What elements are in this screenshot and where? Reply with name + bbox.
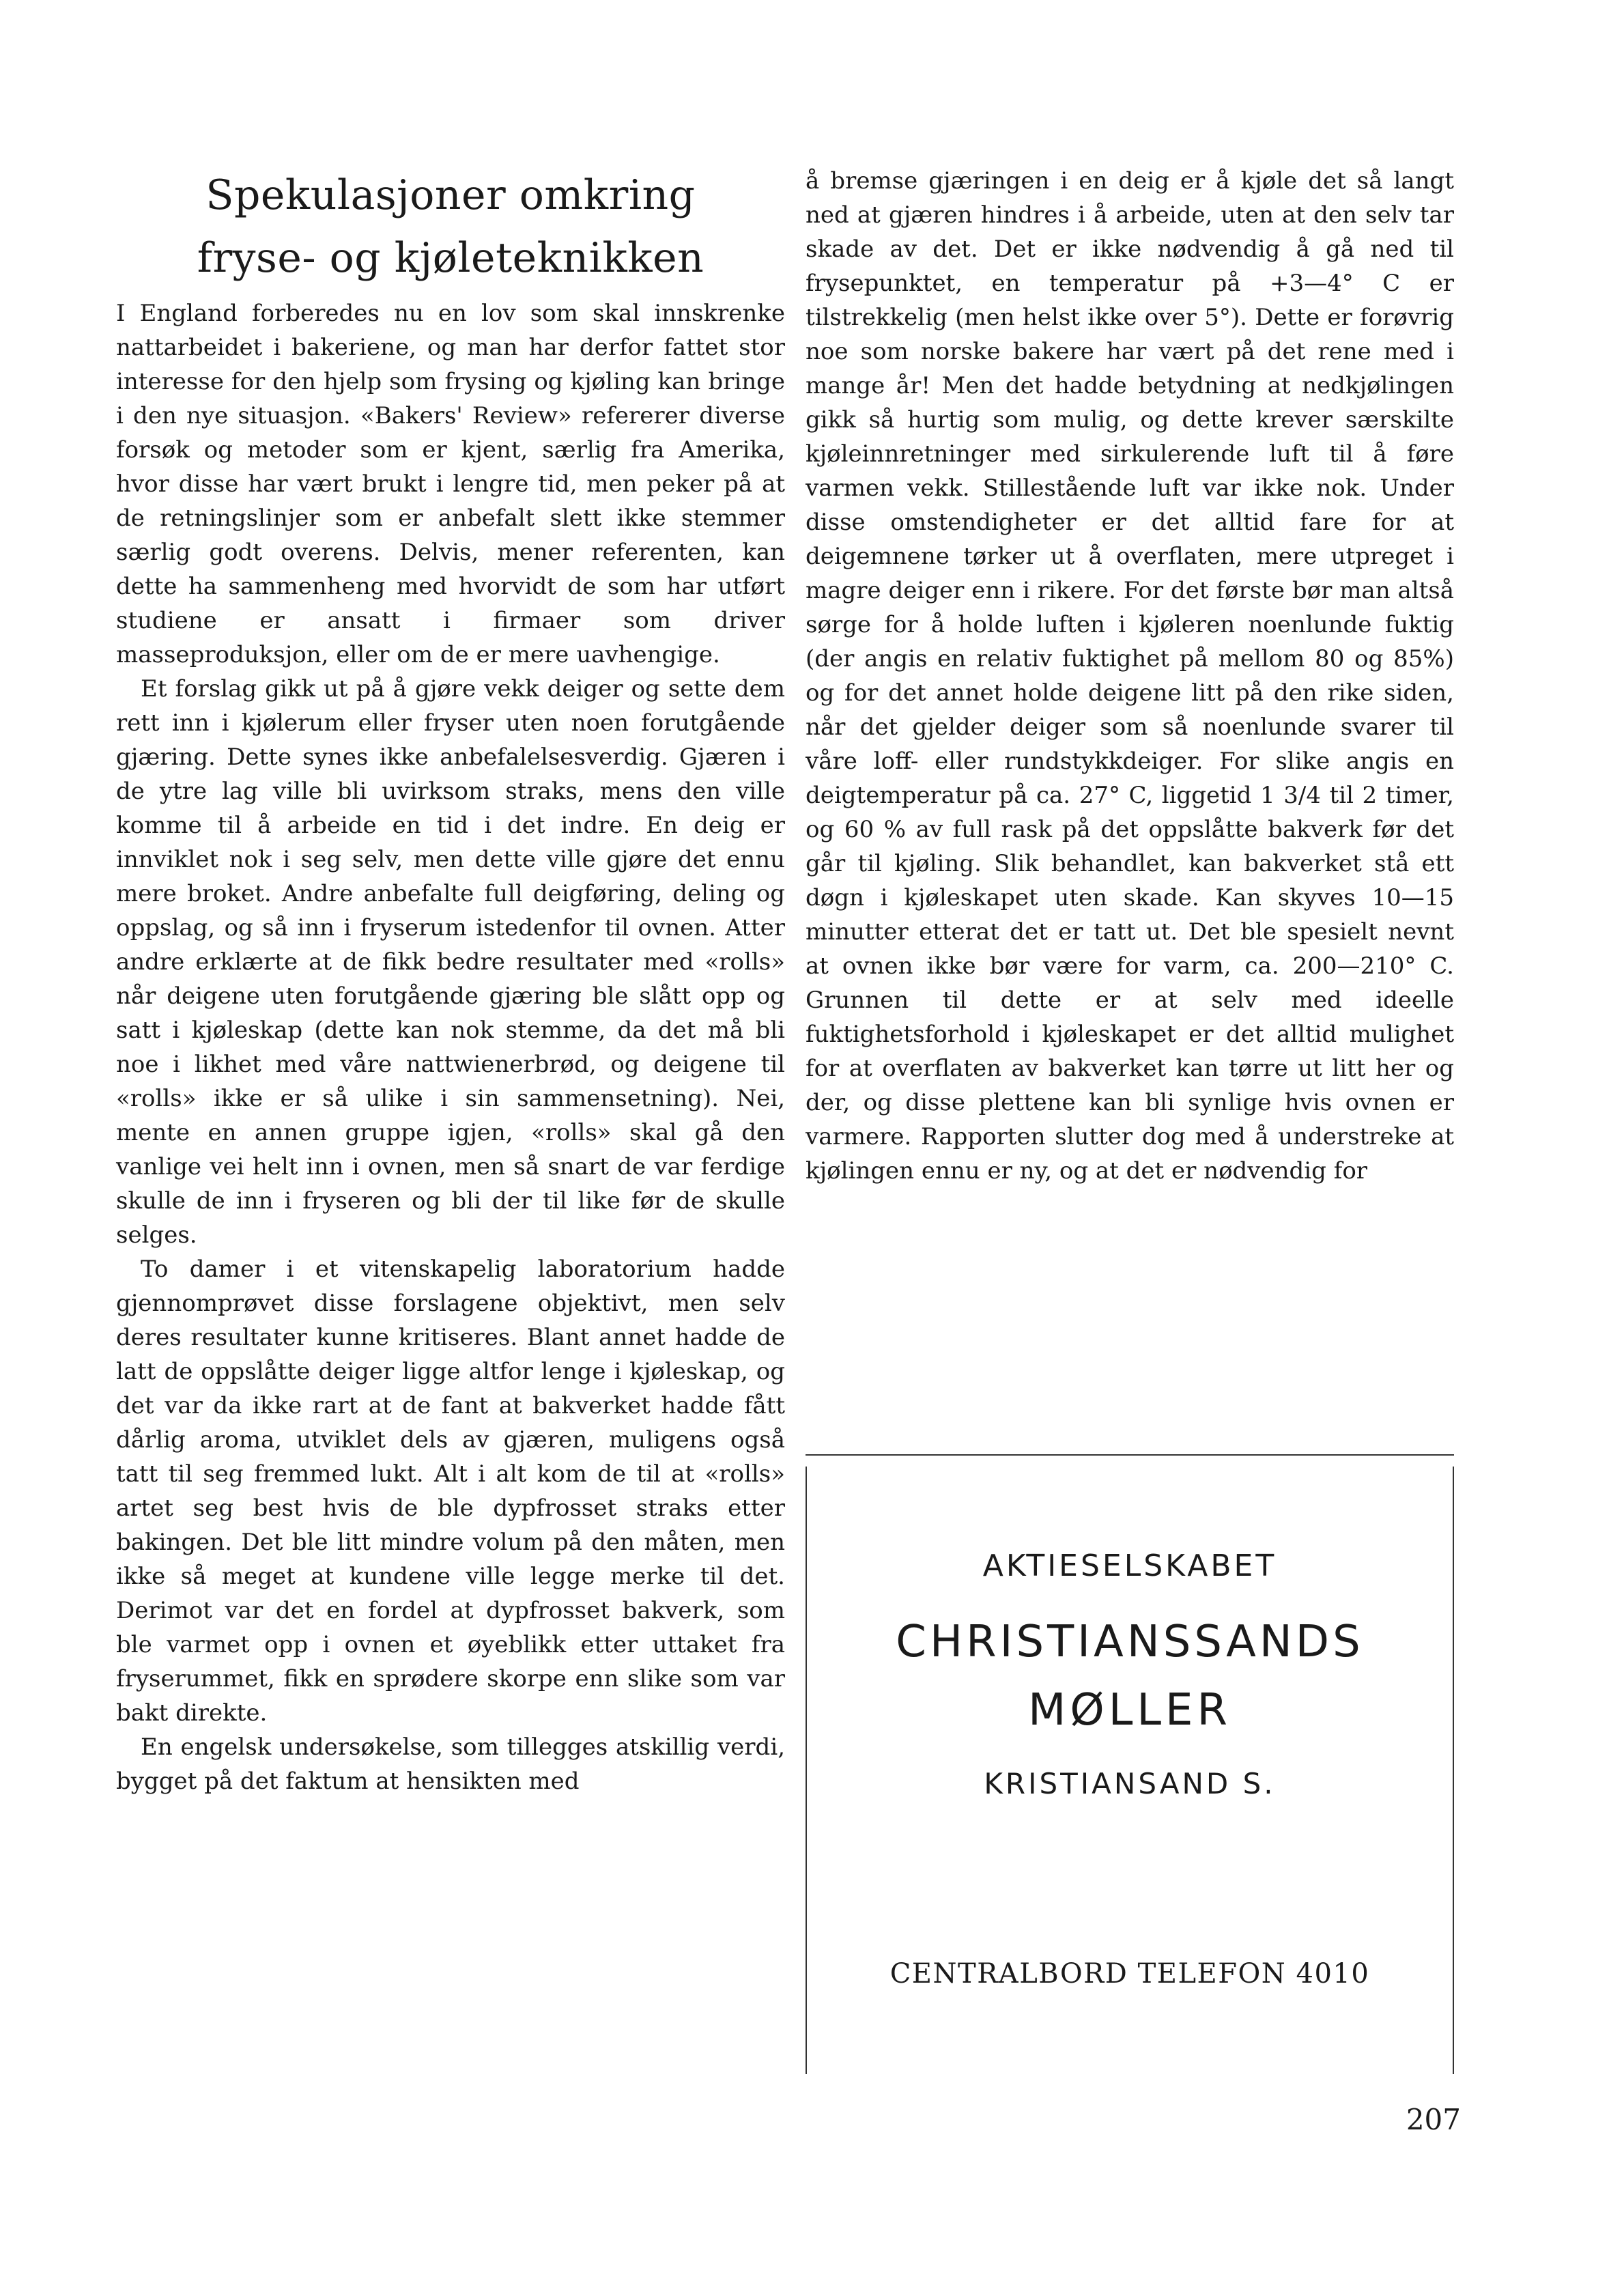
article-paragraph-continued: å bremse gjæringen i en deig er å kjøle det så langt ned at gjæren hindres i å arbeide, uten at den selv tar skade av det. Det er ikke nødvendig å gå ned til frysepunktet, en temperatur på +3—4° C er tilstrekkelig (men helst ikke over 5°). Dette er forøvrig noe som norske bakere har vært på det rene med i mange år! Men det hadde betydning at nedkjølingen gikk så hurtig som mulig, og dette krever særskilte kjøleinnretninger med sirkulerende luft til å føre varmen vekk. Stillestående luft var ikke nok. Under disse omstendigheter er det alltid fare for at deigemnene tørker ut å overflaten, mere utpreget i magre deiger enn i rikere. For det første bør man altså sørge for å holde luften i kjøleren noenlunde fuktig (der angis en relativ fuktighet på mellom 80 og 85%) og for det annet holde deigene litt på den rike siden, når det gjelder deiger som så noenlunde svarer til våre loff- eller rundstykkdeiger. For slike angis en deigtemperatur på ca. 27° C, liggetid 1 3/4 til 2 timer, og 60 % av full rask på det oppslåtte bakverk før det går til kjøling. Slik behandlet, kan bakverket stå ett døgn i kjøleskapet uten skade. Kan skyves 10—15 minutter etterat det er tatt ut. Det ble spesielt nevnt at ovnen ikke bør være for varm, ca. 200—210° C. Grunnen til dette er at selv med ideelle fuktighetsforhold i kjøleskapet er det alltid mulighet for at overflaten av bakverket kan tørre ut litt her og der, og disse plettene kan bli synlige hvis ovnen er varmere. Rapporten slutter dog med å understreke at kjølingen ennu er ny, og at det er nødvendig for: [806, 167, 1454, 1185]
article-title: [116, 164, 785, 289]
ad-company-type: AKTIESELSKABET: [982, 1548, 1277, 1583]
advertisement-top-rule: [806, 1454, 1454, 1456]
article-paragraph: To damer i et vitenskapelig laboratorium hadde gjennomprøvet disse forslagene objektivt, men selv deres resultater kunne kritiseres. Blant annet hadde de latt de oppslåtte deiger ligge altfor lenge i kjøleskap, og det var da ikke rart at de fant at bakverket hadde fått dårlig aroma, utviklet dels av gjæren, muligens også tatt til seg fremmed lukt. Alt i alt kom de til at «rolls» artet seg best hvis de ble dypfrosset straks etter bakingen. Det ble litt mindre volum på den måten, men ikke så meget at kundene ville legge merke til det. Derimot var det en fordel at dypfrosset bakverk, som ble varmet opp i ovnen et øyeblikk etter uttaket fra fryserummet, fikk en sprødere skorpe enn slike som var bakt direkte.: [116, 1256, 785, 1727]
right-column: [806, 164, 1454, 1188]
article-paragraph: Et forslag gikk ut på å gjøre vekk deiger og sette dem rett inn i kjølerum eller fryser uten noen forutgående gjæring. Dette synes ikke anbefalelsesverdig. Gjæren i de ytre lag ville bli uvirksom straks, mens den ville komme til å arbeide en tid i det indre. En deig er innviklet nok i seg selv, men dette ville gjøre det ennu mere broket. Andre anbefalte full deigføring, deling og oppslag, og så inn i fryserum istedenfor til ovnen. Atter andre erklærte at de fikk bedre resultater med «rolls» når deigene uten forutgående gjæring ble slått opp og satt i kjøleskap (dette kan nok stemme, da det må bli noe i likhet med våre nattwienerbrød, og deigene til «rolls» ikke er så ulike i sin sammensetning). Nei, mente en annen gruppe igjen, «rolls» skal gå den vanlige vei helt inn i ovnen, men så snart de var ferdige skulle de inn i fryseren og bli der til like før de skulle selges.: [116, 675, 785, 1249]
article-title-line-1: Spekulasjoner omkring: [205, 171, 696, 219]
advertisement-box: [806, 1467, 1454, 2074]
article-paragraph: En engelsk undersøkelse, som tillegges atskillig verdi, bygget på det faktum at hensikten med: [116, 1733, 785, 1795]
page-number: 207: [1406, 2103, 1461, 2136]
left-column: [116, 164, 785, 1798]
ad-city: KRISTIANSAND S.: [984, 1767, 1276, 1800]
ad-company-name-line-2: MØLLER: [1028, 1685, 1231, 1736]
ad-company-name-line-1: CHRISTIANSSANDS: [896, 1617, 1364, 1667]
article-title-line-2: fryse- og kjøleteknikken: [197, 234, 704, 282]
ad-phone: CENTRALBORD TELEFON 4010: [889, 1958, 1370, 1989]
article-paragraph: I England forberedes nu en lov som skal innskrenke nattarbeidet i bakeriene, og man har derfor fattet stor interesse for den hjelp som frysing og kjøling kan bringe i den nye situasjon. «Bakers' Review» refererer diverse forsøk og metoder som er kjent, særlig fra Amerika, hvor disse har vært brukt i lengre tid, men peker på at de retningslinjer som er anbefalt slett ikke stemmer særlig godt overens. Delvis, mener referenten, kan dette ha sammenheng med hvorvidt de som har utført studiene er ansatt i firmaer som driver masseproduksjon, eller om de er mere uavhengige.: [116, 300, 785, 668]
